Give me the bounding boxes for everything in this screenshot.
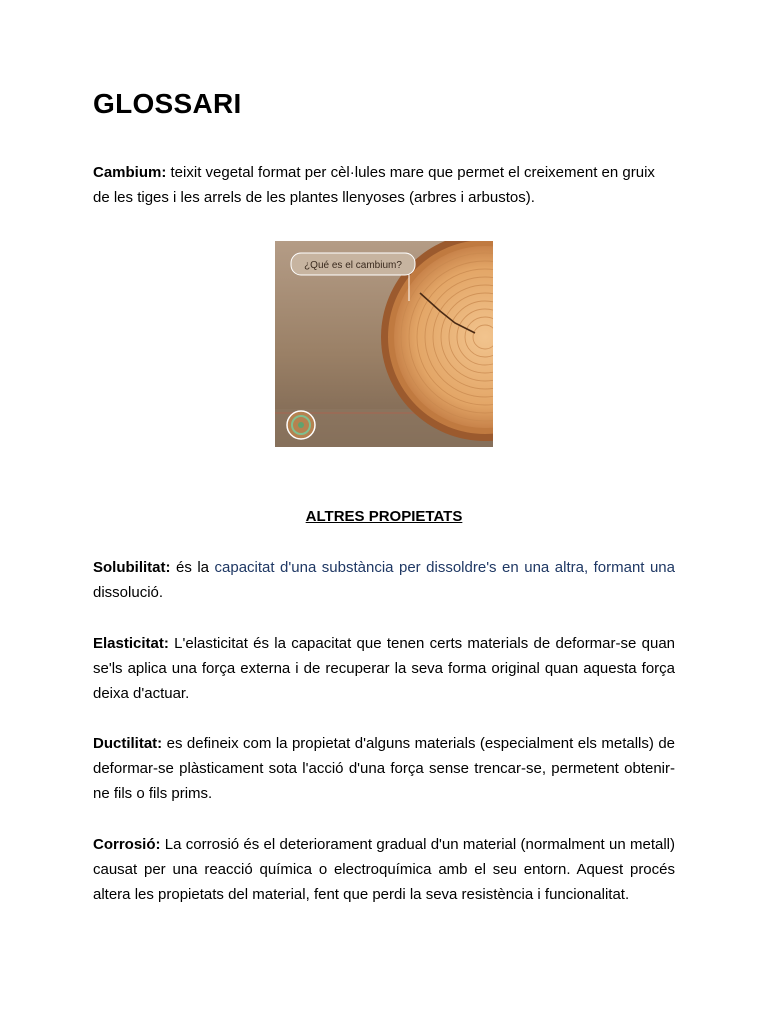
definition-cambium: teixit vegetal format per cèl·lules mare que permet el creixement en gruix de les tiges i les arrels de les plantes llenyoses (arbres i arbustos). [93, 164, 655, 206]
term-ductilitat: Ductilitat: [93, 735, 163, 752]
term-corrosio: Corrosió: [93, 836, 161, 853]
term-elasticitat: Elasticitat: [93, 635, 169, 652]
term-solubilitat: Solubilitat: [93, 559, 171, 576]
term-cambium: Cambium: [93, 164, 167, 181]
definition-elasticitat: L'elasticitat és la capacitat que tenen certs materials de deformar-se quan se'ls aplica una força externa i de recuperar la seva forma original quan aquesta força deixa d'actuar. [93, 635, 675, 702]
glossary-entry-cambium [93, 160, 675, 210]
definition-solubilitat-start: és la [176, 559, 210, 576]
image-caption-text: ¿Qué es el cambium? [304, 260, 402, 271]
glossary-entry-ductilitat [93, 731, 675, 806]
cambium-tree-ring-image [275, 241, 493, 447]
definition-solubilitat-end: dissolució. [93, 584, 164, 601]
definition-ductilitat: es defineix com la propietat d'alguns materials (especialment els metalls) de deformar-se plàsticament sota l'acció d'una força sense trencar-se, permetent obtenir-ne fils o fils prims. [93, 735, 676, 802]
glossary-entry-corrosio [93, 832, 675, 907]
section-heading-altres-propietats: ALTRES PROPIETATS [305, 508, 463, 525]
definition-corrosio: La corrosió és el deteriorament gradual d'un material (normalment un metall) causat per una reacció química o electroquímica amb el seu entorn. Aquest procés altera les propietats del material, fent que perdi la seva resistència i funcionalitat. [93, 836, 675, 903]
definition-solubilitat-link[interactable]: capacitat d'una substància per dissoldre's en una altra, formant una [214, 559, 675, 576]
glossary-entry-elasticitat [93, 631, 675, 706]
glossary-entry-solubilitat [93, 555, 675, 605]
page-title: GLOSSARI [93, 88, 242, 119]
